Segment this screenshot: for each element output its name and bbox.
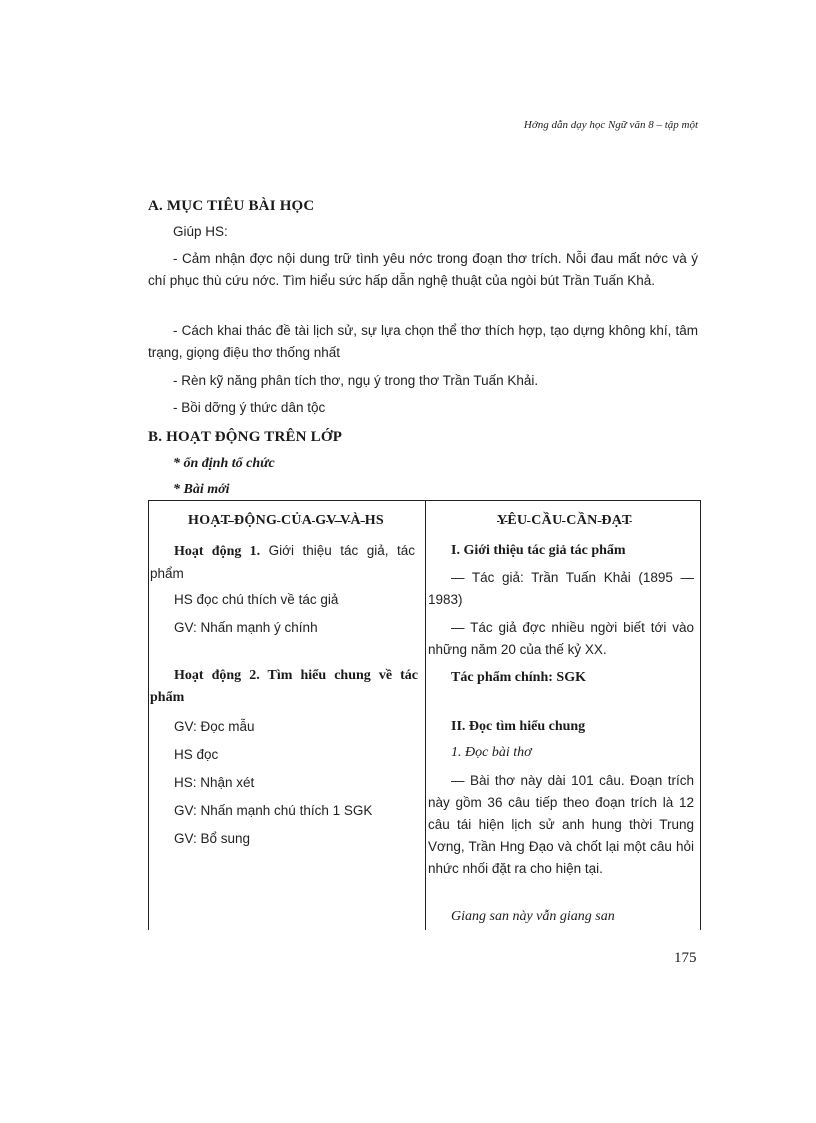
left-line: GV: Đọc mẫu bbox=[174, 719, 255, 734]
left-line: GV: Bổ sung bbox=[174, 831, 251, 846]
running-header: Hớng dẫn dạy học Ngữ văn 8 – tập một bbox=[523, 119, 698, 131]
left-line: HS đọc chú thích về tác giả bbox=[174, 592, 339, 607]
activity-1-text: Giới thiệu tác giả, tác phẩm bbox=[150, 543, 416, 581]
section-a-intro: Giúp HS: bbox=[173, 224, 228, 239]
left-line: HS đọc bbox=[174, 747, 219, 762]
page-number: 175 bbox=[674, 950, 697, 966]
objective-item: - Cảm nhận đợc nội dung trữ tình yêu nớc trong đoạn thơ trích. Nỗi đau mất nớc và ý chí phục thù cứu nớc. Tìm hiểu sức hấp dẫn nghệ thuật của ngòi bút Trần Tuấn Khả. bbox=[148, 251, 698, 288]
activity-1 bbox=[150, 540, 415, 586]
activity-1-title: Hoạt động 1. bbox=[174, 544, 261, 559]
right-text: — Tác giả: Trần Tuấn Khải (1895 — 1983) bbox=[428, 570, 694, 607]
right-text: — Tác giả đợc nhiều ngời biết tới vào những năm 20 của thế kỷ XX. bbox=[428, 620, 694, 657]
table-header-activities: HOẠT ĐỘNG CỦA GV VÀ HS bbox=[188, 513, 385, 528]
objective-item: - Rèn kỹ năng phân tích thơ, ngụ ý trong thơ Trần Tuấn Khải. bbox=[173, 373, 539, 388]
objective-item: - Cách khai thác đề tài lịch sử, sự lựa chọn thể thơ thích hợp, tạo dựng không khí, tâm trạng, giọng điệu thơ thống nhất bbox=[148, 323, 698, 360]
activity-2-title: Hoạt động 2. Tìm hiểu chung về tác phẩm bbox=[150, 668, 418, 705]
left-line: GV: Nhấn mạnh ý chính bbox=[174, 620, 318, 635]
table-header-requirements: YÊU CẦU CẦN ĐẠT bbox=[497, 513, 632, 528]
objective-item: - Bồi dỡng ý thức dân tộc bbox=[173, 400, 326, 415]
right-text: — Bài thơ này dài 101 câu. Đoạn trích này gồm 36 câu tiếp theo đoạn trích là 12 câu tái hiện lịch sử anh hung thời Trung Vơng, Trần Hng Đạo và chốt lại một câu hỏi nhức nhối đặt ra cho hiện tại. bbox=[428, 773, 694, 876]
left-line: HS: Nhận xét bbox=[174, 775, 255, 790]
section-b-title: B. HOẠT ĐỘNG TRÊN LỚP bbox=[148, 429, 343, 445]
section-a-title: A. MỤC TIÊU BÀI HỌC bbox=[148, 198, 315, 214]
right-heading-works: Tác phẩm chính: SGK bbox=[451, 670, 586, 685]
right-heading-2: II. Đọc tìm hiểu chung bbox=[451, 719, 586, 734]
left-line: GV: Nhấn mạnh chú thích 1 SGK bbox=[174, 803, 373, 818]
step-new-lesson: * Bài mới bbox=[173, 482, 230, 497]
column-divider bbox=[425, 500, 426, 930]
right-heading-1: I. Giới thiệu tác giả tác phẩm bbox=[451, 543, 626, 558]
right-subheading: 1. Đọc bài thơ bbox=[451, 745, 532, 760]
step-organize: * ổn định tổ chức bbox=[173, 456, 275, 471]
poem-line: Giang san này vẫn giang san bbox=[451, 909, 615, 924]
